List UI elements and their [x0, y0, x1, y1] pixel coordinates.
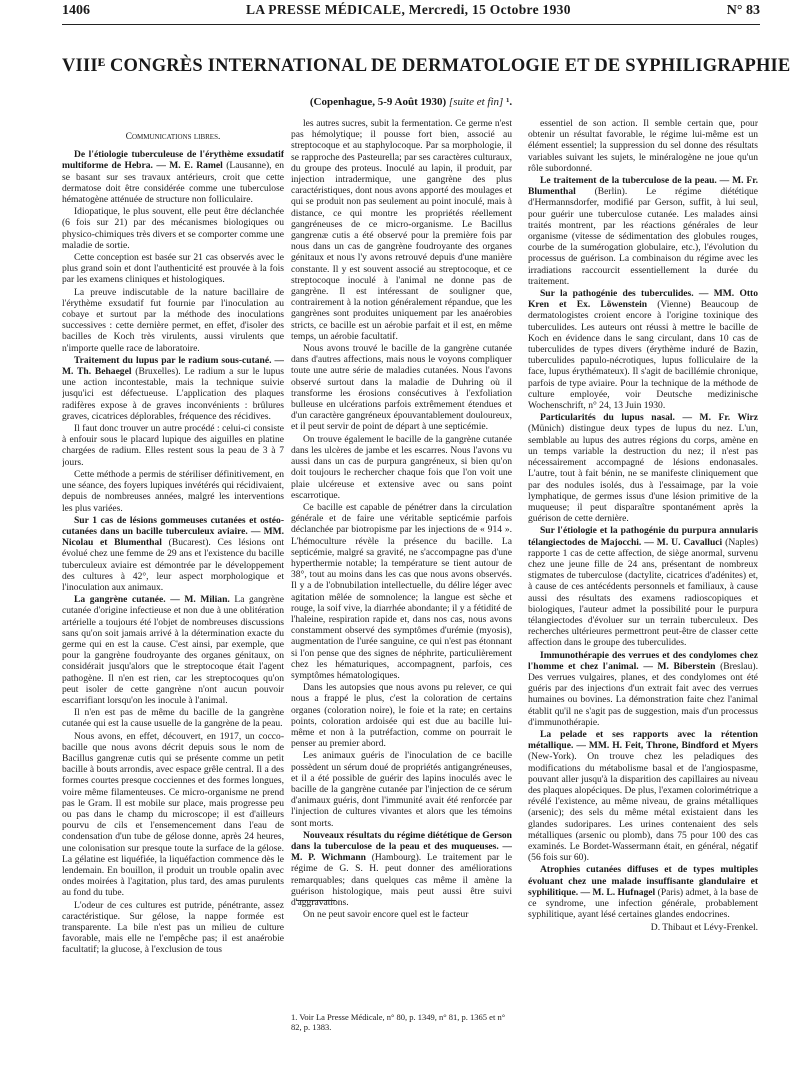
- paragraph: [528, 525, 758, 648]
- paragraph: [291, 118, 512, 342]
- paragraph: [62, 252, 284, 286]
- paragraph: [62, 469, 284, 514]
- paragraph-text: (Bruxelles). Le radium a sur le lupus une action incontestable, mais la technique suivie jusqu'ici est défectueuse. L'application des plaques radifères expose à de graves inconvénients : brûlures graves, cicatrices déplorables, fréquence des récidives.: [62, 366, 284, 422]
- paragraph-text: La gangrène cutanée d'origine infectieuse et non due à une oblitération artérielle a toujours été l'objet de nombreuses discussions sans qu'on soit jamais arrivé à la détermination exacte du germe qui en est la cause. C'est ainsi, par exemple, que pour la gangrène foudroyante des organes génitaux, on considérait jusqu'alors que le streptocoque était l'agent pathogène. Il n'en est rien, car les streptocoques qu'on peut isoler de cette gangrène n'ont aucun pouvoir escarrifiant lorsqu'on les inocule à l'animal.: [62, 594, 284, 706]
- paragraph: [62, 707, 284, 729]
- paragraph-heading: La pelade et ses rapports avec la rétention métallique. — MM. H. Feit, Throne, Bindford et Myers: [528, 728, 758, 752]
- paragraph: [528, 175, 758, 287]
- paragraph: [291, 682, 512, 749]
- paragraph: [528, 288, 758, 411]
- paragraph-text: Nous avons trouvé le bacille de la gangrène cutanée dans d'autres affections, mais nous le voyons compliquer toute une autre série de maladies cutanées. Nous l'avons observé surtout dans la maladie de Duhring où il transforme les érosions consécutives à l'exfoliation bulleuse en ulcérations parfois extrêmement étendues et d'un caractère gangréneux épouvantablement douloureux, et il peut servir de point de départ à une septicémie.: [291, 343, 512, 433]
- paragraph: [291, 434, 512, 501]
- column-1: [62, 124, 284, 1074]
- paragraph: [528, 864, 758, 920]
- paragraph-text: (Vienne) Beaucoup de dermatologistes croient encore à l'origine toxinique des tuberculides. Les auteurs ont réussi à mettre le bacille de Koch en évidence dans le sang circulant, dans 10 cas de tuberculides de types divers (érythème induré de Bazin, tuberculides papulo-nécrotiques, lupus folliculaire de la face, lupus érythémateux). Il s'agit de bacillémie chronique, parfois de type aviaire. Pour la technique de la méthode de culture employée, voir Deutsche medizinische Wochenschrift, n° 24, 13 Juin 1930.: [528, 299, 758, 412]
- paragraph: [528, 650, 758, 728]
- paragraph: [62, 287, 284, 354]
- journal-line: LA PRESSE MÉDICALE, Mercredi, 15 Octobre 1930: [246, 2, 571, 17]
- column-3-body: [528, 118, 758, 920]
- paragraph: [291, 750, 512, 828]
- paragraph: [62, 731, 284, 899]
- paragraph-heading: Sur la pathogénie des tuberculides. — MM. Otto Kren et Ex. Löwenstein: [528, 288, 758, 311]
- subtitle-mark: ¹.: [506, 96, 513, 108]
- paragraph-heading: Particularités du lupus nasal. — M. Fr. Wirz: [540, 412, 758, 424]
- column-1-body: [62, 149, 284, 955]
- paragraph-heading: Atrophies cutanées diffuses et de types multiples évoluant chez une malade insuffisante glandulaire et syphilitique. — M. L. Hufnagel: [528, 864, 758, 898]
- subtitle-place: (Copenhague, 5-9 Août 1930): [309, 96, 447, 108]
- paragraph: [62, 206, 284, 251]
- paragraph-text: (Paris) admet, à la base de ce syndrome, une infection générale, probablement syphilitique, ayant lésé certaines glandes endocrines.: [528, 886, 758, 921]
- paragraph-heading: Nouveaux résultats du régime diététique de Gerson dans la tuberculose de la peau et des muqueuses. — M. P. Wichmann: [291, 829, 512, 864]
- paragraph: [62, 355, 284, 422]
- running-header: [62, 2, 760, 24]
- paragraph-text: Il n'en est pas de même du bacille de la gangrène cutanée qui est la cause usuelle de la gangrène de la peau.: [62, 707, 284, 730]
- paragraph-text: les autres sucres, subit la fermentation. Ce germe n'est pas hémolytique; il pousse fort bien, associé au streptocoque et au staphylocoque. Par sa morphologie, il se rapproche des Pasteurella; par ses caractères culturaux, du groupe des proteus. Inoculé au lapin, il produit, par injection intradermique, une gangrène des plus caractéristiques, dont nous avons apporté des moulages et qui se produit non pas seulement au point inoculé, mais à distance, ce qui montre les propriétés réellement gangréneuses de ce micro-organisme. Le Bacillus gangrenæ cutis a été observé pour la première fois par nous dans un cas de gangrène foudroyante des organes génitaux et nous l'y avons retrouvé depuis d'une manière constante. Il y est souvent associé au streptocoque, et ce streptocoque inoculé à l'animal ne donne pas de gangrène. Il est intéressant de souligner que, contrairement à la notion généralement répandue, que les gangrènes sont produites uniquement par les anaérobies stricts, ce bacille est un aérobie parfait et il est, en même temps, un aérobie facultatif.: [291, 118, 512, 342]
- paragraph-text: Cette conception est basée sur 21 cas observés avec le plus grand soin et dont l'authenticité est prouvée à la fois par les examens cliniques et histologiques.: [62, 252, 284, 286]
- paragraph: [528, 729, 758, 863]
- paragraph-text: Dans les autopsies que nous avons pu relever, ce qui nous a frappé le plus, c'est la coloration de certains organes (coloration noire), le foie et la rate; en certains points, coloration ardoisée qui est due au bacille lui-même et non à la putréfaction, comme on pourrait le penser au premier abord.: [291, 682, 512, 750]
- paragraph-heading: Immunothérapie des verrues et des condylomes chez l'homme et chez l'animal. — M. Biberstein: [528, 649, 758, 672]
- paragraph-text: (New-York). On trouve chez les peladiques des modifications du métabolisme basal et de l'angiospasme, pouvant aller jusqu'à la disparition des capillaires au niveau des plaques alopéciques. De plus, l'examen colorimétrique a révélé l'existence, au même niveau, de grains métalliques (arsenic); des sels du même métal existaient dans les glandes sudoripares. Les urines contenaient des sels métalliques (arsenic ou plomb), dans 75 pour 100 des cas examinés. Le Bordet-Wassermann était, en général, négatif (56 fois sur 60).: [528, 751, 758, 864]
- paragraph: [291, 830, 512, 908]
- paragraph-text: On ne peut savoir encore quel est le facteur: [303, 909, 469, 921]
- article-title: VIIIᴱ CONGRÈS INTERNATIONAL DE DERMATOLOGIE ET DE SYPHILIGRAPHIE: [62, 56, 791, 76]
- paragraph-heading: Le traitement de la tuberculose de la peau. — M. Fr. Blumenthal: [528, 175, 758, 198]
- paragraph-text: (Hambourg). Le traitement par le régime de G. S. H. peut donner des améliorations remarquables; dans quelques cas même il amène la guérison histologique, mais peut aussi être suivi d'aggravations.: [291, 852, 512, 909]
- paragraph-text: Ce bacille est capable de pénétrer dans la circulation générale et de faire une véritable septicémie parfois déclanchée par biotropisme par les injections de « 914 ». L'hémoculture révèle la présence du bacille. La septicémie, malgré sa gravité, ne s'accompagne pas d'une hyperthermie notable; la température se tient autour de 38°, tout au moins dans les cas que nous avons observés. Il y a de l'obnubilation intellectuelle, du délire léger avec agitation mêlée de somnolence; la langue est sèche et rouge, la soif vive, la diarrhée abondante; il y a fétidité de l'haleine, respiration rapide et, dans nos cas, nous avons constamment observé des symptômes d'urémie (myosis), augmentation de l'urée sanguine, ce qui n'est pas étonnant si l'on pense que des signes de néphrite, particulièrement chez les hématuriques, accompagnent, parfois, ces symptômes hématologiques.: [291, 501, 512, 681]
- paragraph-text: (Bucarest). Ces lésions ont évolué chez une femme de 29 ans et l'existence du bacille tuberculeux aviaire est démontrée par le développement des cultures à 42°, leur aspect morphologique et l'inoculation aux animaux.: [62, 537, 284, 593]
- paragraph-text: essentiel de son action. Il semble certain que, pour obtenir un résultat favorable, le régime lui-même est un élément essentiel; la suppression du sel donne des résultats variables suivant les sujets, le minéralogène ne joue qu'un rôle subordonné.: [528, 118, 758, 174]
- paragraph-heading: Sur 1 cas de lésions gommeuses cutanées et ostéo-cutanées dans un bacille tuberculeux aviaire. — MM. Nicolau et Blumenthal: [62, 514, 284, 549]
- paragraph: [62, 149, 284, 205]
- footnote-divider: [296, 900, 336, 901]
- paragraph-text: (Lausanne), en se basant sur ses travaux antérieurs, croit que cette dermatose doit être considérée comme une tuberculose hématogène atténuée de structure non folliculaire.: [62, 160, 284, 206]
- paragraph-heading: Sur l'étiologie et la pathogénie du purpura annularis télangiectodes de Majocchi. — M. U. Cavalluci: [528, 525, 758, 548]
- issue-number: N° 83: [726, 3, 760, 18]
- paragraph: [528, 118, 758, 174]
- column-2: [291, 118, 512, 998]
- paragraph-heading: De l'étiologie tuberculeuse de l'érythème exsudatif multiforme de Hebra. — M. E. Ramel: [62, 149, 284, 172]
- signature: D. Thibaut et Lévy-Frenkel.: [650, 922, 758, 934]
- paragraph-text: La preuve indiscutable de la nature bacillaire de l'érythème exsudatif fut fournie par l'inoculation au cobaye et surtout par la méthode des inoculations successives : cette dernière permet, en effet, d'isoler des bacilles de Koch très virulents, aussi virulents que n'importe quelle race de laboratoire.: [62, 286, 284, 354]
- paragraph: [62, 423, 284, 468]
- paragraph-text: On trouve également le bacille de la gangrène cutanée dans les ulcères de jambe et les escarres. Nous l'avons vu aussi dans un cas de purpura gangréneux, si bien qu'on doit toujours le rechercher chaque fois que l'on voit une plaie ulcéreuse et extensive avec ou sans point escarrotique.: [291, 433, 512, 501]
- page-number: 1406: [62, 3, 90, 18]
- paragraph: [291, 343, 512, 433]
- paragraph-text: Idiopatique, le plus souvent, elle peut être déclanchée (6 fois sur 21) par des mécanismes biologiques ou physico-chimiques très divers et se comporter comme une maladie de sortie.: [62, 206, 284, 251]
- paragraph: [62, 515, 284, 593]
- paragraph-heading: La gangrène cutanée. — M. Milian.: [74, 594, 230, 606]
- header-rule: [62, 24, 760, 25]
- column-2-body: [291, 118, 512, 920]
- paragraph-text: Il faut donc trouver un autre procédé : celui-ci consiste à enfouir sous le placard lupique des aiguilles en platine chargées de radium. Elles restent sous la peau de 3 à 7 jours.: [62, 423, 284, 468]
- article-subtitle: [62, 96, 760, 108]
- paragraph: [62, 594, 284, 706]
- paragraph-text: (Breslau). Des verrues vulgaires, planes, et des condylomes ont été guéris par des injections d'un extrait fait avec des verrues humaines ou bovines. La démonstration faite chez l'animal établit qu'il ne s'agit pas de suggestion, mais d'un processus d'immunothérapie.: [528, 660, 758, 728]
- section-heading: Communications libres.: [125, 132, 221, 142]
- column-3: [528, 118, 758, 1068]
- paragraph: [291, 909, 512, 920]
- subtitle-suite: [suite et fin]: [448, 96, 504, 108]
- paragraph-text: L'odeur de ces cultures est putride, pénétrante, assez caractéristique. Sur gélose, la nappe formée est transparente. La bile n'est pas un milieu de culture favorable, mais elle ne l'empêche pas; il est anaérobie facultatif; la glucose, à l'exclusion de tous: [62, 899, 284, 956]
- paragraph-text: (Münich) distingue deux types de lupus du nez. L'un, semblable au lupus des autres régions du corps, amène en un temps variable la destruction du nez; il n'est pas nécessairement accompagné de lésions endonasales. L'autre, tout à fait bénin, ne se manifeste cliniquement que par des nodules isolés, dus à l'essaimage, par la voie lymphatique, de germes issus d'une lésion primitive de la muqueuse; il peut disparaître spontanément après la guérison de cette dernière.: [528, 423, 758, 525]
- paragraph-text: Les animaux guéris de l'inoculation de ce bacille possèdent un sérum doué de propriétés antigangréneuses, et il a été possible de guérir des lapins inoculés avec le bacille de la gangrène cutanée par l'injection de ce sérum d'animaux guéris, dont l'immunité avait été renforcée par l'injection de cultures vivantes et alors que les témoins sont morts.: [291, 750, 512, 829]
- paragraph-text: (Berlin). Le régime diététique d'Hermannsdorfer, modifié par Gerson, suffit, à lui seul, pour guérir une tuberculose cutanée. Les malades ainsi traités montrent, par les réactions générales de leur organisme (vitesse de sédimentation des globules rouges, courbe de la sumérogation globulaire, etc.), l'évolution du processus de guérison. La combinaison du régime avec les irradiations raccourcit essentiellement la durée du traitement.: [528, 186, 758, 287]
- paragraph-text: (Naples) rapporte 1 cas de cette affection, de siège anormal, survenu chez une jeune fille de 24 ans, présentant de nombreux stigmates de tuberculose (dactylite, cicatrices d'adénites) et, à cause de ces antécédents personnels et familiaux, à cause aussi des résultats des examens radioscopiques et biologiques, l'auteur admet la possibilité pour le purpura télangiectodes d'évoluer sur un terrain tuberculeux. Des recherches ultérieures permettront peut-être de classer cette affection dans le groupe des tuberculides.: [528, 536, 758, 649]
- paragraph-text: Nous avons, en effet, découvert, en 1917, un cocco-bacille que nous avons décrit depuis sous le nom de Bacillus gangrenæ cutis qui se présente comme un petit bacille à bouts arrondis, avec espace grêle central. Il a des formes courtes presque cocciennes et des formes longues, voire même filamenteuses. Ce micro-organisme ne prend pas le Gram. Il est mobile sur place, mais progresse peu ou pas dans le champ du microscope; il est d'ailleurs pourvu de cils et l'ensemencement dans l'eau de condensation d'un tube de gélose donne, après 24 heures, une colonisation sur presque toute la surface de la gélose. La gélatine est liquéfiée, la liquéfaction commence dès le lendemain. En bouillon, il produit un trouble opalin avec ondes moirées à l'agitation, plus tard, des amas purulents au fond du tube.: [62, 730, 284, 899]
- paragraph: [528, 412, 758, 524]
- footnote: 1. Voir La Presse Médicale, n° 80, p. 1349, n° 81, p. 1365 et n° 82, p. 1383.: [291, 1012, 506, 1032]
- paragraph-heading: Traitement du lupus par le radium sous-cutané. — M. Th. Behaegel: [62, 354, 284, 378]
- paragraph: [62, 900, 284, 956]
- paragraph-text: Cette méthode a permis de stériliser définitivement, en une séance, des foyers lupiques invétérés qui récidivaient, depuis de nombreuses années, malgré les interventions les plus variées.: [62, 468, 284, 514]
- paragraph: [291, 502, 512, 681]
